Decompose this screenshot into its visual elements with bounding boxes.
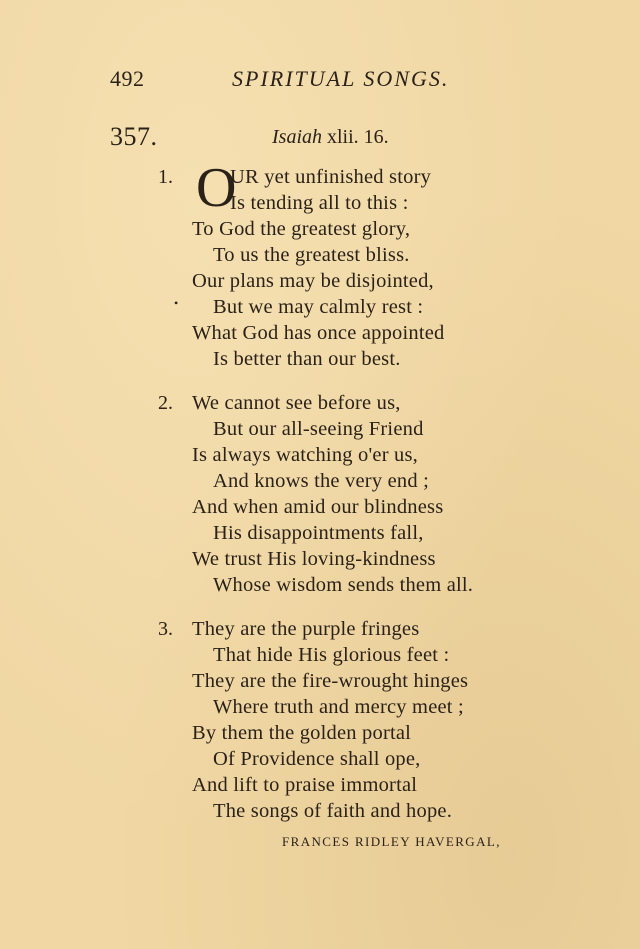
stanza-1-line-8: Is better than our best. bbox=[213, 348, 401, 370]
stanza-1-line-2: Is tending all to this : bbox=[230, 192, 409, 214]
stanza-3-line-3: They are the fire-wrought hinges bbox=[192, 670, 469, 692]
hymn-number: 357. bbox=[110, 122, 158, 151]
stanza-3-line-2: That hide His glorious feet : bbox=[213, 644, 450, 666]
stanza-number-1: 1. bbox=[158, 166, 173, 188]
stanza-2-line-1: We cannot see before us, bbox=[192, 392, 401, 414]
stanza-3-line-7: And lift to praise immortal bbox=[192, 774, 418, 796]
stanza-1-line-6: But we may calmly rest : bbox=[213, 296, 424, 318]
stanza-3-line-8: The songs of faith and hope. bbox=[213, 800, 453, 822]
scripture-book: Isaiah bbox=[272, 126, 322, 148]
drop-cap: O bbox=[196, 157, 237, 219]
author-attribution: FRANCES RIDLEY HAVERGAL, bbox=[282, 834, 501, 849]
running-head: SPIRITUAL SONGS. bbox=[232, 66, 450, 91]
scripture-reference bbox=[272, 126, 389, 149]
stanza-3-line-5: By them the golden portal bbox=[192, 722, 412, 744]
stanza-2-line-3: Is always watching o'er us, bbox=[192, 444, 418, 466]
scripture-chapter-verse: xlii. 16. bbox=[322, 126, 389, 148]
margin-mark: • bbox=[174, 296, 179, 310]
stanza-1-line-3: To God the greatest glory, bbox=[192, 218, 411, 240]
stanza-1-line-5: Our plans may be disjointed, bbox=[192, 270, 434, 292]
page-number: 492 bbox=[110, 66, 145, 91]
stanza-2-line-5: And when amid our blindness bbox=[192, 496, 444, 518]
stanza-1-line-1: UR yet unfinished story bbox=[230, 166, 432, 188]
stanza-2-line-7: We trust His loving-kindness bbox=[192, 548, 436, 570]
stanza-1-line-7: What God has once appointed bbox=[192, 322, 445, 344]
stanza-number-3: 3. bbox=[158, 618, 173, 640]
stanza-2-line-2: But our all-seeing Friend bbox=[213, 418, 424, 440]
stanza-3-line-4: Where truth and mercy meet ; bbox=[213, 696, 464, 718]
stanza-3-line-1: They are the purple fringes bbox=[192, 618, 420, 640]
stanza-1-line-4: To us the greatest bliss. bbox=[213, 244, 410, 266]
stanza-2-line-8: Whose wisdom sends them all. bbox=[213, 574, 474, 596]
stanza-2-line-4: And knows the very end ; bbox=[213, 470, 430, 492]
stanza-2-line-6: His disappointments fall, bbox=[213, 522, 424, 544]
stanza-3-line-6: Of Providence shall ope, bbox=[213, 748, 421, 770]
stanza-number-2: 2. bbox=[158, 392, 173, 414]
